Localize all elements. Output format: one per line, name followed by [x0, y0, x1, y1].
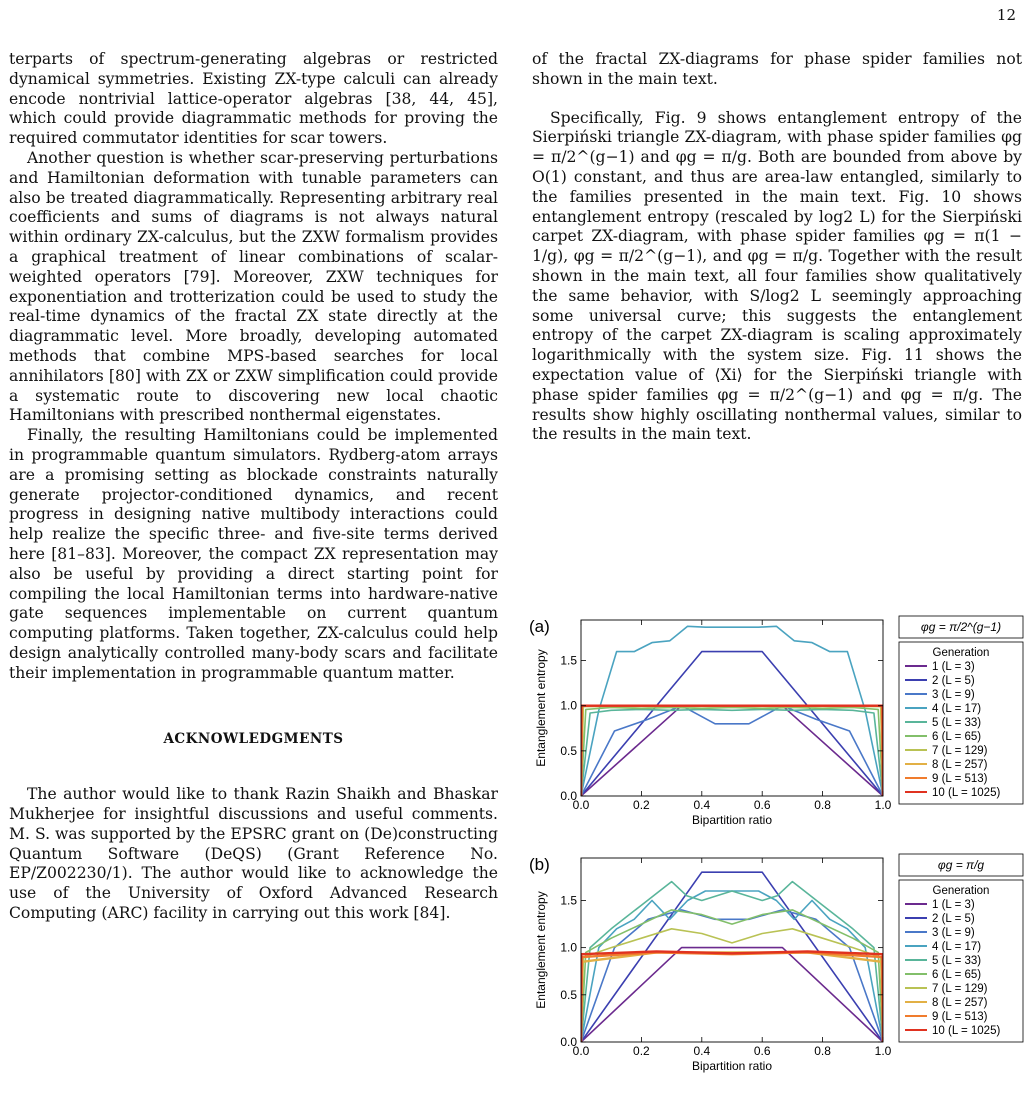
legend-entry: 2 (L = 5): [932, 913, 975, 925]
y-axis-label: Entanglement entropy: [534, 891, 548, 1009]
series-line-10: [581, 706, 883, 796]
x-tick-label: 0.6: [753, 798, 771, 812]
figure-panel-b: [527, 850, 1027, 1090]
acknowledgments-heading: ACKNOWLEDGMENTS: [163, 730, 344, 747]
left-paragraph-2: Another question is whether scar-preserving perturbations and Hamiltonian deformation with tunable parameters can also be treated diagrammatically. Representing arbitrary real coefficients and sums of diagrams is not always natural within ordinary ZX-calculus, but the ZXW formalism provides a graphical treatment of linear combinations of scalar-weighted operators [79]. Moreover, ZXW techniques for exponentiation and trotterization could be used to study the real-time dynamics of the fractal ZX state directly at the diagrammatic level. More broadly, developing automated methods that combine MPS-based searches for local annihilators [80] with ZX or ZXW simplification could provide a systematic route to discovering new local chaotic Hamiltonians with prescribed nonthermal eigenstates.: [9, 148, 498, 425]
series-group: [581, 872, 883, 1042]
x-tick-label: 0.4: [693, 1044, 711, 1058]
legend-entry: 5 (L = 33): [932, 955, 982, 967]
legend-entry: 6 (L = 65): [932, 969, 982, 981]
x-tick-label: 0.6: [753, 1044, 771, 1058]
left-paragraph-3: Finally, the resulting Hamiltonians could be implemented in programmable quantum simulators. Rydberg-atom arrays are a promising setting as blockade constraints naturally generate projector-conditioned dynamics, and recent progress in designing native multibody interactions could help realize the specific three- and five-site terms derived here [81–83]. Moreover, the compact ZX representation may also be useful by providing a direct starting point for compiling the local Hamiltonian terms into hardware-native gate sequences implementable on current quantum computing platforms. Taken together, ZX-calculus could help design analytically controlled many-body scars and facilitate their implementation in programmable quantum matter.: [9, 426, 498, 682]
series-line-3: [581, 910, 883, 1042]
x-tick-label: 1.0: [874, 1044, 892, 1058]
right-paragraph-1: of the fractal ZX-diagrams for phase spider families not shown in the main text.: [532, 50, 1022, 88]
legend-entry: 7 (L = 129): [932, 983, 988, 995]
legend-title: φg = π/g: [937, 858, 985, 872]
legend-heading: Generation: [932, 885, 990, 897]
plot-frame: [581, 858, 883, 1042]
y-tick-label: 0.0: [560, 1035, 577, 1049]
left-paragraph-1: terparts of spectrum-generating algebras or restricted dynamical symmetries. Existing ZX-type calculi can already encode nontrivial lattice-operator algebras [38, 44, 45], which could provide diagrammatic methods for proving the required commutator identities for scar towers.: [9, 50, 498, 148]
x-tick-label: 0.2: [633, 1044, 650, 1058]
series-line-7: [581, 707, 883, 796]
y-tick-label: 0.0: [560, 789, 577, 803]
right-column: [532, 50, 1022, 445]
panel-a-chart: [527, 612, 1027, 844]
page-number: 12: [996, 6, 1016, 24]
series-line-8: [581, 952, 883, 1042]
series-line-10: [581, 951, 883, 1042]
series-line-9: [581, 952, 883, 1042]
y-tick-label: 0.5: [560, 987, 577, 1002]
left-column: [9, 50, 498, 924]
series-line-4: [581, 891, 883, 1042]
series-line-1: [581, 706, 883, 796]
series-line-1: [581, 948, 883, 1042]
x-tick-label: 0.0: [572, 798, 590, 812]
x-tick-label: 0.0: [572, 1044, 590, 1058]
series-line-3: [581, 706, 883, 796]
acknowledgments-text: The author would like to thank Razin Shaikh and Bhaskar Mukherjee for insightful discussions and useful comments. M. S. was supported by the EPSRC grant on (De)constructing Quantum Software (DeQS) (Grant Reference No. EP/Z002230/1). The author would like to acknowledge the use of the University of Oxford Advanced Research Computing (ARC) facility in carrying out this work [84].: [9, 785, 498, 923]
legend-entry: 3 (L = 9): [932, 689, 975, 701]
x-tick-label: 0.8: [814, 798, 831, 812]
series-group: [581, 626, 883, 796]
series-line-9: [581, 706, 883, 796]
legend-entry: 8 (L = 257): [932, 759, 988, 771]
legend-entry: 10 (L = 1025): [932, 787, 1001, 799]
legend-title: φg = π/2^(g−1): [920, 620, 1002, 634]
x-axis-label: Bipartition ratio: [691, 813, 773, 827]
y-tick-label: 1.0: [560, 940, 577, 955]
legend-entry: 10 (L = 1025): [932, 1025, 1001, 1037]
legend-entry: 8 (L = 257): [932, 997, 988, 1009]
y-tick-label: 0.5: [560, 743, 577, 758]
series-line-7: [581, 929, 883, 1042]
x-tick-label: 0.8: [814, 1044, 831, 1058]
x-axis-label: Bipartition ratio: [691, 1059, 773, 1073]
x-tick-label: 1.0: [874, 798, 892, 812]
legend-entry: 3 (L = 9): [932, 927, 975, 939]
legend-entry: 7 (L = 129): [932, 745, 988, 757]
legend-entry: 4 (L = 17): [932, 703, 982, 715]
panel-label: (b): [529, 855, 550, 874]
panel-label: (a): [529, 617, 550, 636]
x-tick-label: 0.4: [693, 798, 711, 812]
panel-b-chart: [527, 850, 1027, 1090]
legend-entry: 4 (L = 17): [932, 941, 982, 953]
right-paragraph-2: Specifically, Fig. 9 shows entanglement entropy of the Sierpiński triangle ZX-diagram, with phase spider families φg = π/2^(g−1) and φg = π/g. Both are bounded from above by O(1) constant, and thus are area-law entangled, similarly to the families presented in the main text. Fig. 10 shows entanglement entropy (rescaled by log2 L) for the Sierpiński carpet ZX-diagram, with phase spider families φg = π(1 − 1/g), φg = π/2^(g−1), and φg = π/g. Together with the result shown in the main text, all four families show qualitatively the same behavior, with S/log2 L seemingly approaching some universal curve; this suggests the entanglement entropy of the carpet ZX-diagram is scaling approximately logarithmically with the system size. Fig. 11 shows the expectation value of ⟨Xi⟩ for the Sierpiński triangle with phase spider families φg = π/2^(g−1) and φg = π/g. The results show highly oscillating nonthermal values, similar to the results in the main text.: [532, 108, 1022, 444]
y-axis-label: Entanglement entropy: [534, 649, 548, 767]
legend-entry: 9 (L = 513): [932, 773, 988, 785]
legend-entry: 9 (L = 513): [932, 1011, 988, 1023]
legend-entry: 1 (L = 3): [932, 661, 975, 673]
series-line-6: [581, 708, 883, 797]
legend-entry: 1 (L = 3): [932, 899, 975, 911]
figure-panel-a: [527, 612, 1027, 844]
legend-entry: 6 (L = 65): [932, 731, 982, 743]
legend-entry: 2 (L = 5): [932, 675, 975, 687]
legend-heading: Generation: [932, 647, 990, 659]
legend-entry: 5 (L = 33): [932, 717, 982, 729]
y-tick-label: 1.0: [560, 698, 577, 713]
series-line-5: [581, 882, 883, 1042]
series-line-6: [581, 910, 883, 1042]
x-tick-label: 0.2: [633, 798, 650, 812]
series-line-8: [581, 706, 883, 796]
y-tick-label: 1.5: [560, 893, 577, 908]
series-line-5: [581, 709, 883, 796]
y-tick-label: 1.5: [560, 653, 577, 668]
